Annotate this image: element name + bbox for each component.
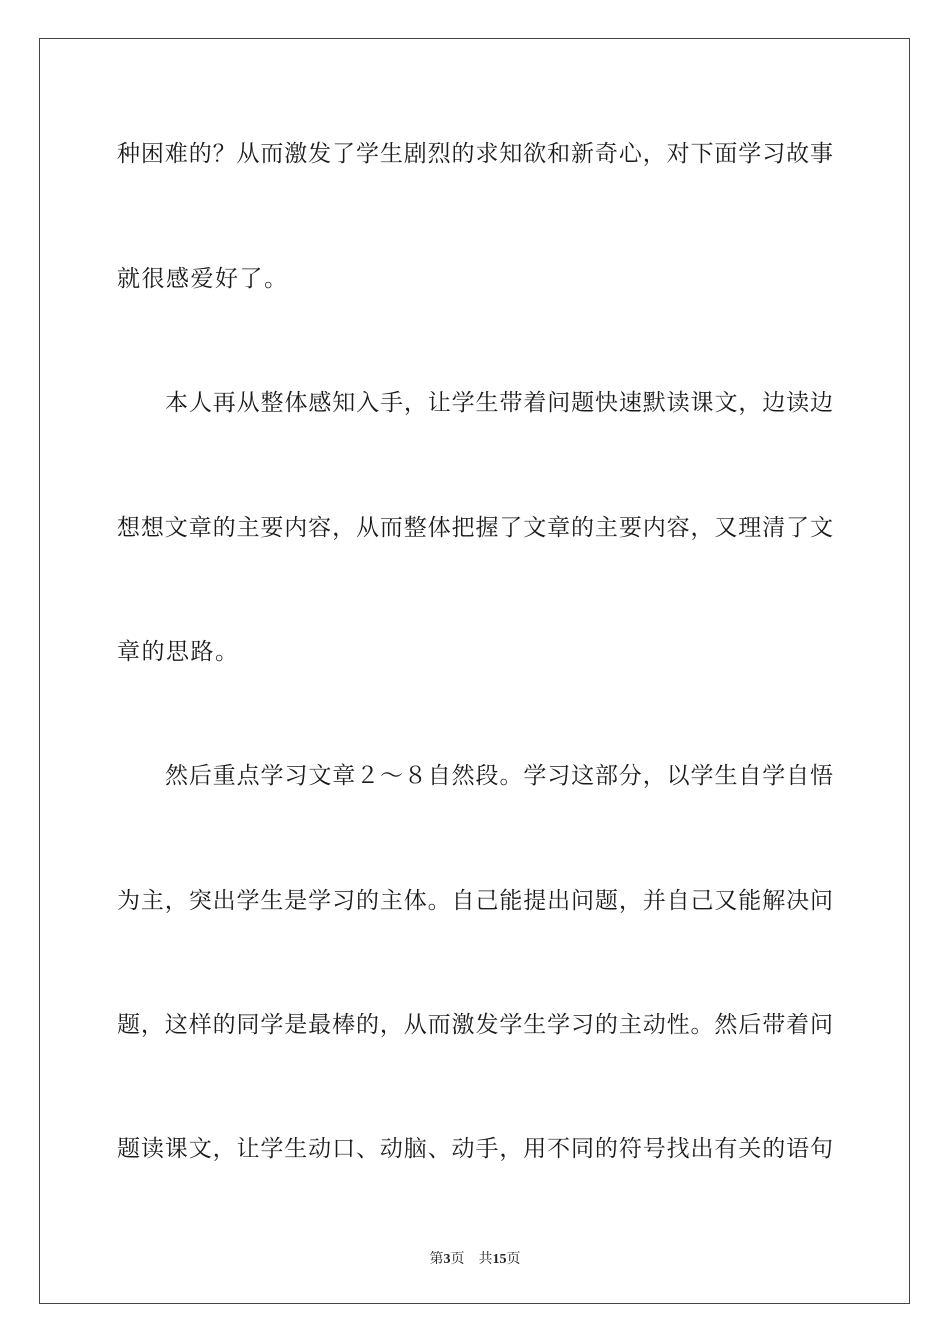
total-pages: 15 xyxy=(492,1252,507,1267)
page-frame xyxy=(39,38,910,1304)
page-number: 3 xyxy=(443,1252,451,1267)
text-line-8: 题，这样的同学是最棒的，从而激发学生学习的主动性。然后带着问 xyxy=(117,1012,833,1038)
text-line-5: 章的思路。 xyxy=(117,639,240,665)
total-suffix: 页 xyxy=(506,1252,521,1267)
total-prefix: 共 xyxy=(478,1252,493,1267)
text-line-3: 本人再从整体感知入手，让学生带着问题快速默读课文，边读边 xyxy=(165,390,833,416)
text-line-1: 种困难的？从而激发了学生剧烈的求知欲和新奇心，对下面学习故事 xyxy=(117,141,833,167)
text-line-4: 想想文章的主要内容，从而整体把握了文章的主要内容，又理清了文 xyxy=(117,515,833,541)
page-footer xyxy=(0,1248,950,1268)
page-suffix: 页 xyxy=(450,1252,465,1267)
page-prefix: 第 xyxy=(429,1252,444,1267)
text-line-9: 题读课文，让学生动口、动脑、动手，用不同的符号找出有关的语句 xyxy=(117,1136,833,1162)
text-line-6: 然后重点学习文章２～８自然段。学习这部分，以学生自学自悟 xyxy=(165,763,833,789)
text-line-2: 就很感爱好了。 xyxy=(117,266,289,292)
text-line-7: 为主，突出学生是学习的主体。自己能提出问题，并自己又能解决问 xyxy=(117,888,833,914)
